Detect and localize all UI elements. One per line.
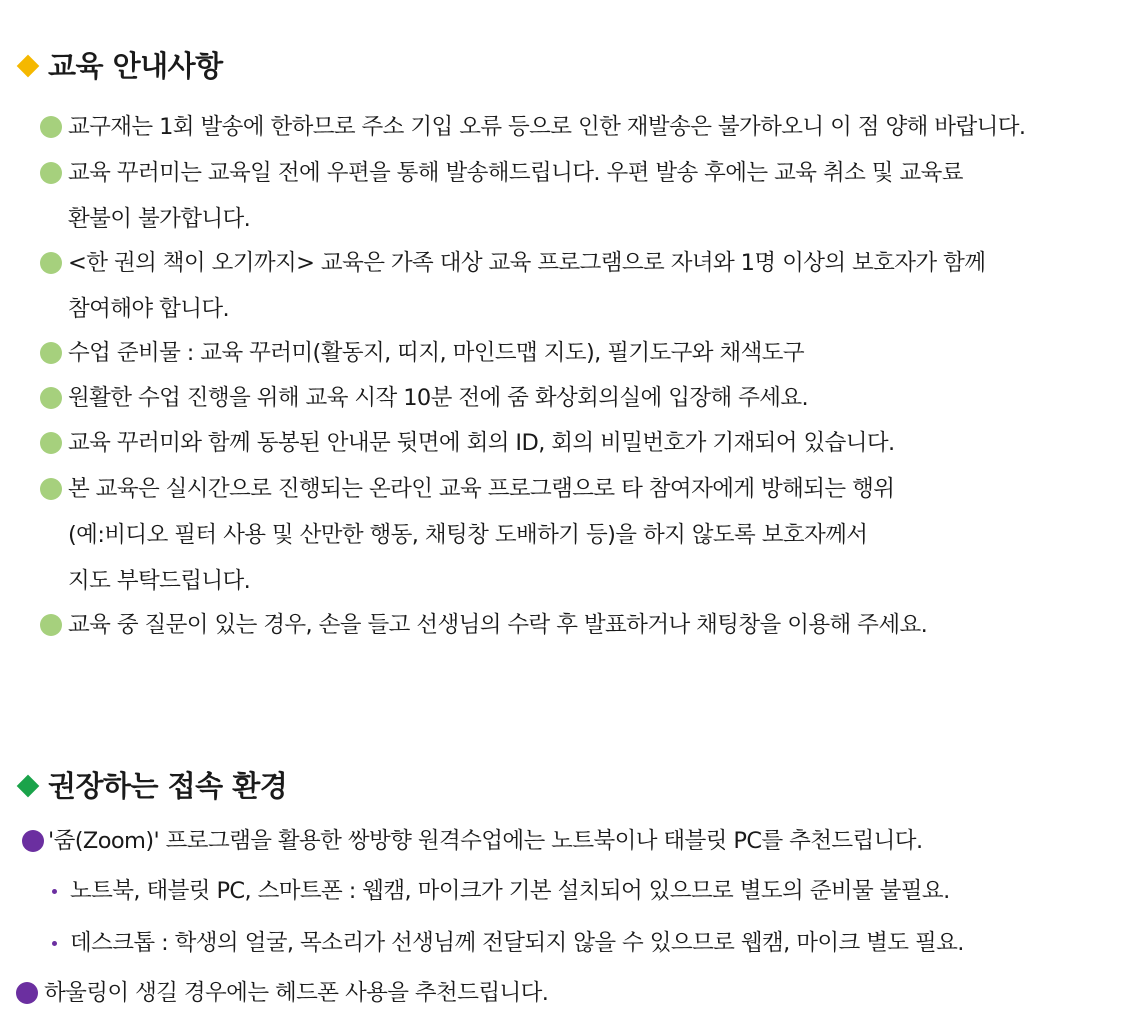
section-title-text: 권장하는 접속 환경: [48, 769, 288, 803]
notice-item: [40, 375, 808, 421]
env-sub-item: [52, 920, 964, 966]
section-title-text: 교육 안내사항: [48, 49, 223, 83]
notice-item: [40, 602, 927, 648]
notice-item-line: (예:비디오 필터 사용 및 산만한 행동, 채팅창 도배하기 등)을 하지 않도록 보호자께서: [68, 522, 868, 548]
circle-bullet-icon: [40, 432, 62, 454]
education-notice-title: [16, 46, 223, 86]
notice-item-line: 교육 꾸러미와 함께 동봉된 안내문 뒷면에 회의 ID, 회의 비밀번호가 기재되어 있습니다.: [68, 430, 895, 456]
notice-item: [40, 330, 804, 376]
notice-item-line: <한 권의 책이 오기까지> 교육은 가족 대상 교육 프로그램으로 자녀와 1명 이상의 보호자가 함께: [68, 250, 986, 276]
env-item: [22, 818, 923, 864]
env-item: [16, 970, 548, 1016]
circle-bullet-icon: [40, 342, 62, 364]
small-bullet-icon: [52, 889, 57, 894]
notice-item: [40, 240, 985, 332]
env-sub-item: [52, 868, 950, 914]
notice-item-line: 교구재는 1회 발송에 한하므로 주소 기입 오류 등으로 인한 재발송은 불가하오니 이 점 양해 바랍니다.: [68, 114, 1026, 140]
notice-item-line: 수업 준비물 : 교육 꾸러미(활동지, 띠지, 마인드맵 지도), 필기도구와 채색도구: [68, 340, 805, 366]
circle-bullet-icon: [40, 162, 62, 184]
notice-item-line: 교육 중 질문이 있는 경우, 손을 들고 선생님의 수락 후 발표하거나 채팅창을 이용해 주세요.: [68, 612, 928, 638]
recommended-env-title: [16, 766, 287, 806]
notice-item-line: 본 교육은 실시간으로 진행되는 온라인 교육 프로그램으로 타 참여자에게 방해되는 행위: [68, 476, 895, 502]
notice-item-line: 환불이 불가합니다.: [68, 206, 251, 232]
notice-item-line: 참여해야 합니다.: [68, 296, 230, 322]
notice-item: [40, 104, 1025, 150]
circle-bullet-icon: [40, 614, 62, 636]
small-bullet-icon: [52, 941, 57, 946]
circle-bullet-icon: [16, 982, 38, 1004]
env-sub-item-text: 데스크톱 : 학생의 얼굴, 목소리가 선생님께 전달되지 않을 수 있으므로 웹캠, 마이크 별도 필요.: [70, 930, 964, 956]
notice-item: [40, 420, 895, 466]
notice-item-line: 지도 부탁드립니다.: [68, 568, 251, 594]
notice-item-line: 원활한 수업 진행을 위해 교육 시작 10분 전에 줌 화상회의실에 입장해 주세요.: [68, 385, 809, 411]
circle-bullet-icon: [22, 830, 44, 852]
circle-bullet-icon: [40, 478, 62, 500]
circle-bullet-icon: [40, 252, 62, 274]
circle-bullet-icon: [40, 387, 62, 409]
notice-item-line: 교육 꾸러미는 교육일 전에 우편을 통해 발송해드립니다. 우편 발송 후에는 교육 취소 및 교육료: [68, 160, 963, 186]
env-item-text: '줌(Zoom)' 프로그램을 활용한 쌍방향 원격수업에는 노트북이나 태블릿 PC를 추천드립니다.: [48, 828, 923, 854]
circle-bullet-icon: [40, 116, 62, 138]
diamond-bullet-icon: [17, 775, 40, 798]
env-item-text: 하울링이 생길 경우에는 헤드폰 사용을 추천드립니다.: [44, 980, 549, 1006]
notice-item: [40, 466, 894, 604]
env-sub-item-text: 노트북, 태블릿 PC, 스마트폰 : 웹캠, 마이크가 기본 설치되어 있으므로 별도의 준비물 불필요.: [70, 878, 950, 904]
notice-item: [40, 150, 963, 242]
diamond-bullet-icon: [17, 55, 40, 78]
